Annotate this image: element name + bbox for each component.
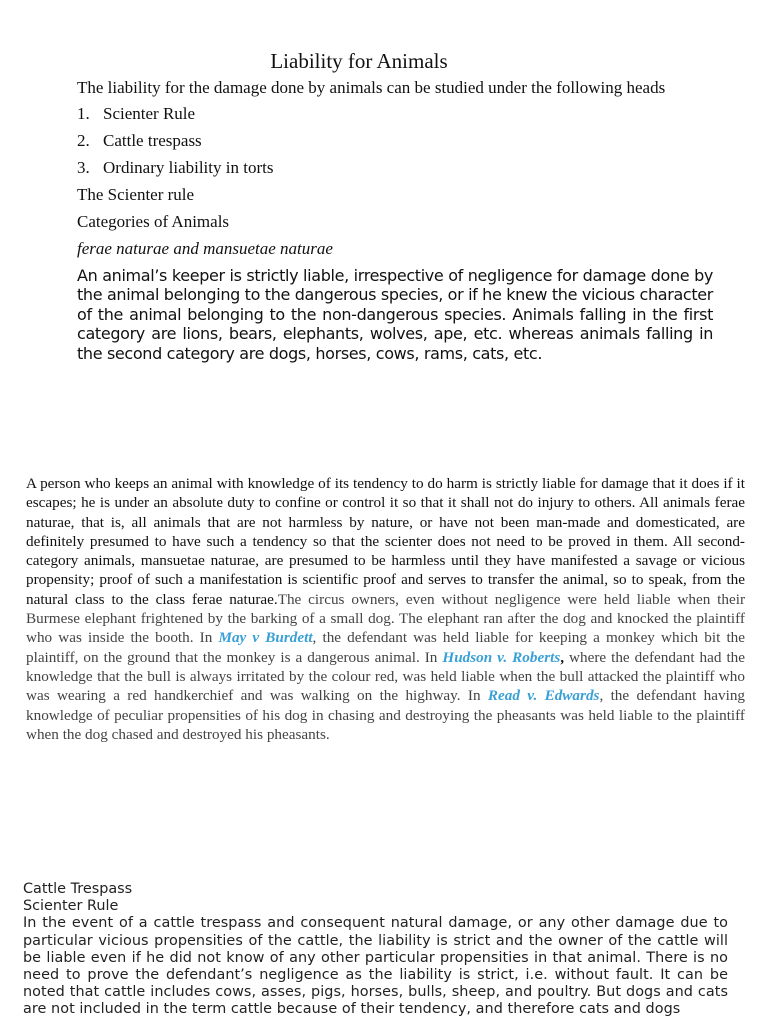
scienter-heading: The Scienter rule: [77, 185, 195, 204]
keeper-paragraph: An animal’s keeper is strictly liable, irrespective of negligence for damage done by the animal belonging to the dangerous species, or if he knew the vicious character of the animal belonging to the non-dangerous species. Animals falling in the first category are lions, bears, elephants, wolves, ape, etc. whereas animals falling in the second category are dogs, horses, cows, rams, cats, etc.: [77, 266, 713, 363]
list-label: Scienter Rule: [103, 104, 196, 123]
list-label: Cattle trespass: [103, 131, 202, 150]
scienter-rule-heading: Scienter Rule: [23, 898, 119, 915]
person-paragraph: [26, 474, 745, 744]
cattle-trespass-paragraph: In the event of a cattle trespass and consequent natural damage, or any other damage due to particular vicious propensities of the cattle, the liability is strict and the owner of the cattle will be liable even if he did not know of any other particular propensities in that animal. There is no need to prove the defendant’s negligence as the liability is strict, i.e. without fault. It can be noted that cattle includes cows, asses, pigs, horses, bulls, sheep, and poultry. But dogs and cats are not included in the term cattle because of their tendency, and therefore cats and dogs: [23, 915, 728, 1018]
paragraph-text: , the defendant was held liable for keeping a monkey which bit the plaintiff, on the ground that the monkey is a dangerous animal. In: [26, 629, 745, 666]
list-number: 2.: [77, 131, 90, 150]
list-number: 1.: [77, 104, 90, 123]
list-label: Ordinary liability in torts: [103, 158, 274, 177]
paragraph-text: A person who keeps an animal with knowledge of its tendency to do harm is strictly liable for damage that it does if it escapes; he is under an absolute duty to confine or control it so that it shall not do injury to others. All animals ferae naturae, that is, all animals that are not harmless by nature, or have not been man-made and domesticated, are definitely presumed to have such a tendency so that the scienter does not need to be proved in them. All second-category animals, mansuetae naturae, are presumed to be harmless until they have manifested a savage or vicious propensity; proof of such a manifestation is scientific proof and serves to transfer the animal, so to speak, from the natural class to the class ferae naturae.: [26, 475, 745, 608]
categories-italic: ferae naturae and mansuetae naturae: [77, 239, 333, 258]
page-title: Liability for Animals: [270, 49, 448, 73]
case-citation-hudson-v-roberts[interactable]: Hudson v. Roberts: [442, 648, 561, 666]
intro-text: The liability for the damage done by animals can be studied under the following heads: [77, 78, 666, 97]
paragraph-text: The circus owners, even without negligence were held liable when their Burmese elephant frightened by the barking of a small dog. The elephant ran after the dog and knocked the plaintiff who was inside the booth. In: [26, 590, 745, 647]
cattle-trespass-heading: Cattle Trespass: [23, 881, 133, 897]
case-citation-read-v-edwards[interactable]: Read v. Edwards: [487, 687, 600, 705]
list-item: [77, 157, 273, 184]
list-number: 3.: [77, 158, 90, 177]
categories-heading: Categories of Animals: [77, 212, 230, 231]
paragraph-text: , the defendant having knowledge of peculiar propensities of his dog in chasing and destroying the pheasants was held liable to the plaintiff when the dog chased and destroyed his pheasants.: [26, 687, 746, 743]
case-citation-may-v-burdett[interactable]: May v Burdett: [218, 629, 313, 647]
paragraph-comma: ,: [560, 648, 565, 666]
heads-list: [77, 103, 273, 184]
list-item: [77, 130, 273, 157]
list-item: [77, 103, 273, 130]
paragraph-text: where the defendant had the knowledge that the bull is always irritated by the colour red, was held liable when the bull attacked the plaintiff who was wearing a red handkerchief and was walking on the highway. In: [26, 648, 745, 705]
cattle-trespass-section: [23, 881, 728, 1019]
